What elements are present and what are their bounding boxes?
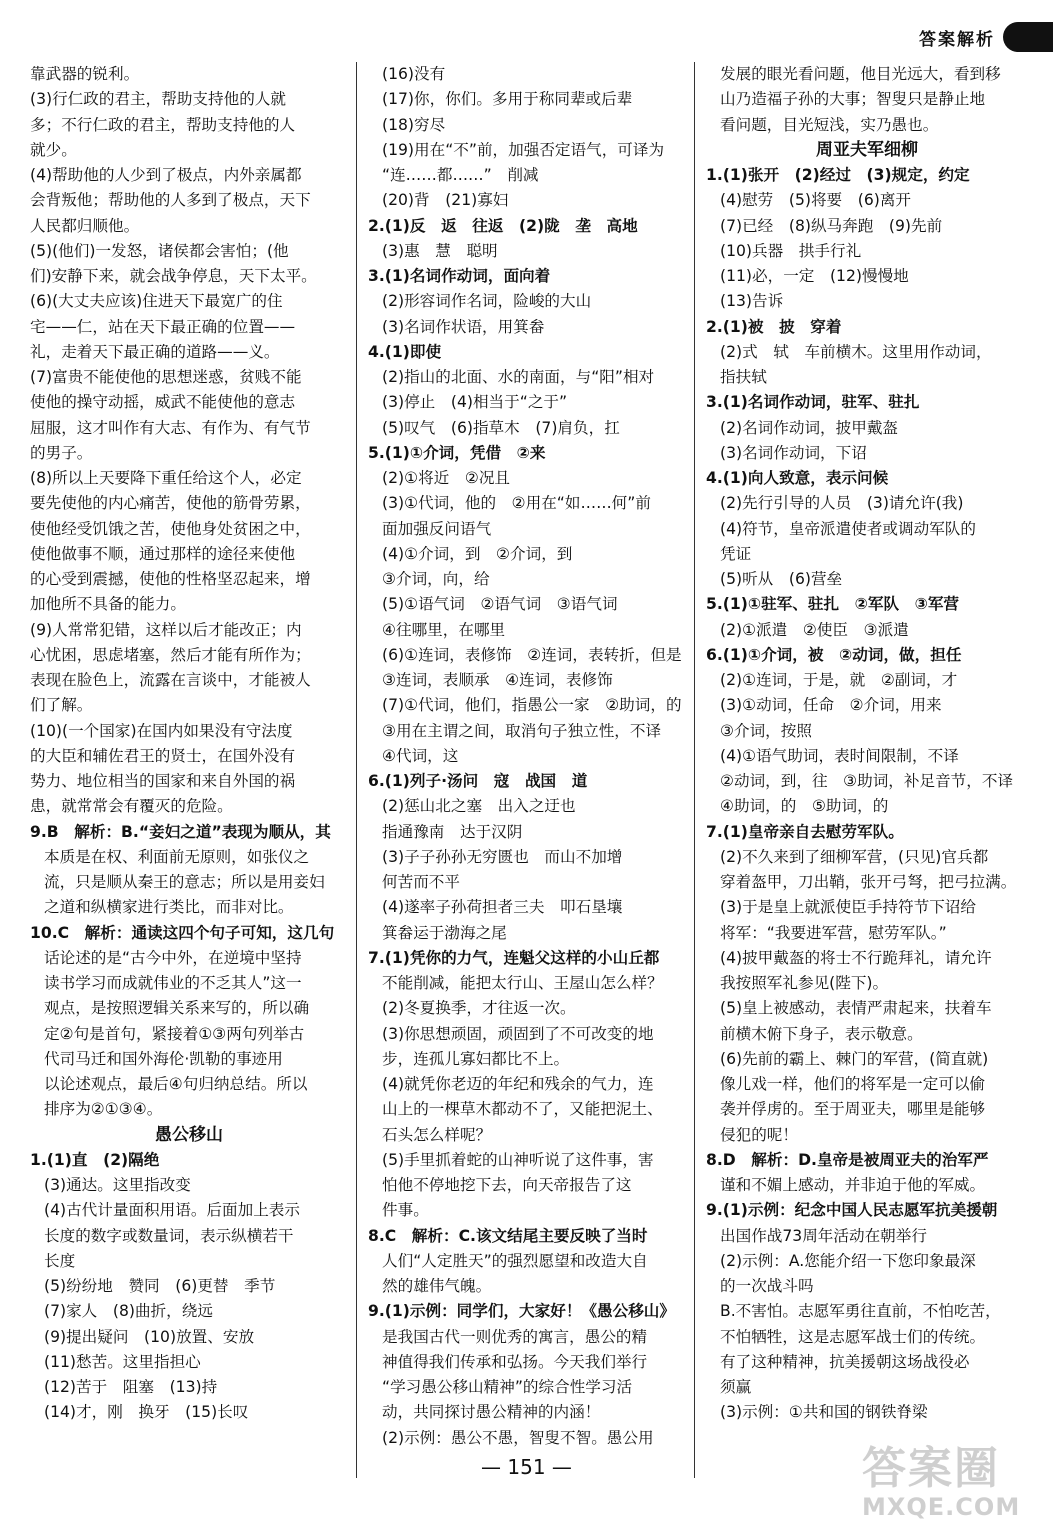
answer-line: (3)①代词，他的 ②用在“如……何”前 <box>382 494 651 513</box>
answer-column-right <box>706 62 1028 1426</box>
answer-line: 5.(1)①驻军、驻扎 ②军队 ③军营 <box>706 595 960 614</box>
answer-line: ②动词，到，往 ③助词，补足音节，不译 <box>720 772 1014 790</box>
answer-line: 2.(1)被 披 穿着 <box>706 317 842 336</box>
answer-line: 山上的一棵草木都动不了，又能把泥土、 <box>382 1100 663 1119</box>
answer-column-left <box>30 62 348 1426</box>
answer-line: (3)名词作状语，用箕畚 <box>382 317 545 336</box>
answer-line: (13)告诉 <box>720 292 784 311</box>
answer-line: 话论述的是“古今中外，在逆境中坚持 <box>44 948 302 967</box>
answer-line: 指通豫南 达于汉阴 <box>382 822 523 841</box>
answer-line: 表现在脸色上，流露在言谈中，才能被人 <box>30 671 311 689</box>
answer-line: 前横木俯下身子，表示敬意。 <box>720 1024 923 1043</box>
answer-line: 神值得我们传承和弘扬。今天我们举行 <box>382 1352 648 1371</box>
answer-line: (3)停止 (4)相当于“之于” <box>382 393 568 412</box>
watermark-logo <box>862 1445 1040 1529</box>
header-black-tab <box>1003 22 1053 52</box>
answer-line: 8.C 解析：C.该文结尾主要反映了当时 <box>368 1226 648 1245</box>
answer-line: 侵犯的呢！ <box>720 1125 798 1144</box>
answer-line: 石头怎么样呢？ <box>382 1125 492 1144</box>
answer-line: 然的雄伟气魄。 <box>382 1277 492 1295</box>
answer-line: 靠武器的锐利。 <box>30 65 140 83</box>
answer-line: (11)必，一定 (12)慢慢地 <box>720 267 909 285</box>
answer-line: (3)于是皇上就派使臣手持符节下诏给 <box>720 898 976 917</box>
answer-line: 长度 <box>44 1251 76 1270</box>
answer-line: 1.(1)直 (2)隔绝 <box>30 1150 160 1169</box>
answer-line: 看问题，目光短浅，实乃愚也。 <box>720 115 939 134</box>
column-divider <box>694 62 695 1478</box>
answer-line: ③介词，向，给 <box>382 570 490 588</box>
answer-line: 不能削减，能把太行山、王屋山怎么样？ <box>382 974 663 992</box>
answer-line: (2)不久来到了细柳军营，(只见)官兵都 <box>720 847 989 866</box>
answer-line: 1.(1)张开 (2)经过 (3)规定，约定 <box>706 166 970 184</box>
answer-line: (2)①将近 ②况且 <box>382 469 511 487</box>
answer-line: 4.(1)向人致意，表示问候 <box>706 469 889 487</box>
answer-line: (2)示例：愚公不愚，智叟不智。愚公用 <box>382 1428 654 1447</box>
answer-line: “连……都……” 削减 <box>382 166 539 184</box>
answer-line: ③连词，表顺承 ④连词，表修饰 <box>382 671 613 689</box>
answer-line: ④助词，的 ⑤助词，的 <box>720 797 889 816</box>
answer-line: (4)①介词，到 ②介词，到 <box>382 544 573 563</box>
answer-line: 的心受到震撼，使他的性格坚忍起来，增 <box>30 570 311 588</box>
answer-line: 袭并俘虏的。至于周亚夫，哪里是能够 <box>720 1100 986 1119</box>
answer-line: (19)用在“不”前，加强否定语气，可译为 <box>382 140 665 159</box>
answer-line: 面加强反问语气 <box>382 519 492 538</box>
answer-line: (8)所以上天要降下重任给这个人，必定 <box>30 469 302 487</box>
answer-line: (12)苦于 阻塞 (13)持 <box>44 1378 218 1396</box>
answer-line: 势力、地位相当的国家和来自外国的祸 <box>30 772 296 790</box>
answer-line: (2)①派遣 ②使臣 ③派遣 <box>720 620 909 639</box>
answer-line: (3)通达。这里指改变 <box>44 1176 191 1194</box>
answer-line: (4)①语气助词，表时间限制，不译 <box>720 746 959 765</box>
section-title: 愚公移山 <box>155 1124 223 1145</box>
answer-line: 6.(1)①介词，被 ②动词，做，担任 <box>706 645 962 664</box>
answer-line: (6)先前的霸上、棘门的军营，(简直就) <box>720 1049 989 1068</box>
answer-line: (4)古代计量面积用语。后面加上表示 <box>44 1201 300 1220</box>
answer-line: 4.(1)即使 <box>368 342 442 361</box>
answer-column-middle <box>368 62 688 1451</box>
answer-line: (3)子子孙孙无穷匮也 而山不加增 <box>382 847 623 866</box>
answer-line: 穿着盔甲，刀出鞘，张开弓弩，把弓拉满。 <box>720 873 1017 891</box>
answer-line: ③介词，按照 <box>720 721 812 740</box>
answer-line: 动，共同探讨愚公精神的内涵！ <box>382 1403 601 1422</box>
answer-line: (5)手里抓着蛇的山神听说了这件事，害 <box>382 1150 654 1169</box>
answer-line: 凭证 <box>720 544 752 563</box>
answer-line: (5)皇上被感动，表情严肃起来，扶着车 <box>720 999 992 1018</box>
section-header-tab <box>919 22 1053 52</box>
answer-line: 定②句是首句，紧接着①③两句列举古 <box>44 1024 305 1043</box>
answer-line: (5)(他们)一发怒，诸侯都会害怕；(他 <box>30 241 289 260</box>
answer-line: 们)安静下来，就会战争停息，天下太平。 <box>30 267 317 285</box>
answer-line: (14)才，刚 换牙 (15)长叹 <box>44 1403 249 1422</box>
header-label: 答案解析 <box>919 29 995 50</box>
answer-line: 须赢 <box>720 1378 752 1396</box>
answer-line: (3)示例：①共和国的钢铁脊梁 <box>720 1403 928 1422</box>
answer-line: 的大臣和辅佐君王的贤士，在国外没有 <box>30 746 296 765</box>
answer-line: 屈服，这才叫作有大志、有作为、有气节 <box>30 418 311 437</box>
answer-line: (2)先行引导的人员 (3)请允许(我) <box>720 494 964 513</box>
answer-line: 有了这种精神，抗美援朝这场战役必 <box>720 1352 970 1371</box>
answer-line: 9.B 解析：B.“妾妇之道”表现为顺从，其 <box>30 822 331 841</box>
answer-line: 像儿戏一样，他们的将军是一定可以偷 <box>720 1075 986 1093</box>
answer-line: 出国作战73周年活动在朝举行 <box>720 1226 927 1245</box>
answer-line: 排序为②①③④。 <box>44 1100 163 1119</box>
watermark-title: 答案圈 <box>862 1443 1000 1494</box>
answer-line: (9)提出疑问 (10)放置、安放 <box>44 1327 255 1346</box>
answer-line: (16)没有 <box>382 65 446 83</box>
answer-line: 步，连孤儿寡妇都比不上。 <box>382 1049 570 1068</box>
answer-line: (7)①代词，他们，指愚公一家 ②助词，的 <box>382 696 682 715</box>
answer-line: (20)背 (21)寡妇 <box>382 191 509 210</box>
answer-line: 会背叛他；帮助他的人多到了极点，天下 <box>30 191 311 210</box>
answer-line: (2)冬夏换季，才往返一次。 <box>382 999 576 1018</box>
answer-line: 礼，走着天下最正确的道路——义。 <box>30 342 280 361</box>
answer-line: 们了解。 <box>30 696 93 715</box>
answer-line: 3.(1)名词作动词，面向着 <box>368 267 551 285</box>
page-number: — 151 — <box>481 1455 572 1479</box>
answer-line: 指扶轼 <box>720 368 767 386</box>
answer-line: 2.(1)反 返 往返 (2)陇 垄 高地 <box>368 216 638 235</box>
answer-line: (3)行仁政的君主，帮助支持他的人就 <box>30 90 286 109</box>
answer-line: (10)(一个国家)在国内如果没有守法度 <box>30 721 293 740</box>
answer-line: ④往哪里，在哪里 <box>382 620 506 639</box>
answer-line: 5.(1)①介词，凭借 ②来 <box>368 443 546 462</box>
answer-line: 10.C 解析：通读这四个句子可知，这几句 <box>30 923 335 942</box>
answer-line: (2)式 轼 车前横木。这里用作动词， <box>720 342 992 361</box>
answer-line: 心忧困，思虑堵塞，然后才能有所作为； <box>30 645 311 664</box>
answer-line: (3)惠 慧 聪明 <box>382 241 498 260</box>
answer-line: 我按照军礼参见(陛下)。 <box>720 974 889 992</box>
answer-line: 加他所不具备的能力。 <box>30 595 186 614</box>
answer-line: 谨和不媚上感动，并非迫于他的军威。 <box>720 1176 986 1194</box>
answer-line: (18)穷尽 <box>382 115 446 134</box>
answer-line: 读书学习而成就伟业的不乏其人”这一 <box>44 974 302 992</box>
answer-line: (2)①连词，于是，就 ②副词，才 <box>720 671 958 689</box>
answer-line: 代司马迁和国外海伦·凯勒的事迹用 <box>44 1049 283 1068</box>
answer-line: (2)惩山北之塞 出入之迂也 <box>382 797 576 816</box>
answer-line: (2)名词作动词，披甲戴盔 <box>720 418 899 437</box>
section-title: 周亚夫军细柳 <box>816 139 918 160</box>
answer-line: 要先使他的内心痛苦，使他的筋骨劳累， <box>30 494 311 513</box>
answer-line: (2)形容词作名词，险峻的大山 <box>382 292 592 311</box>
column-divider <box>356 62 357 1478</box>
answer-line: (3)名词作动词，下诏 <box>720 443 867 462</box>
answer-line: 不怕牺牲，这是志愿军战士们的传统。 <box>720 1327 986 1346</box>
answer-line: 将军：“我要进军营，慰劳军队。” <box>720 923 947 942</box>
answer-line: (4)披甲戴盔的将士不行跪拜礼，请允许 <box>720 948 992 967</box>
answer-line: (2)示例：A.您能介绍一下您印象最深 <box>720 1251 976 1270</box>
answer-line: 本质是在权、利面前无原则，如张仪之 <box>44 847 310 866</box>
answer-line: 7.(1)凭你的力气，连魁父这样的小山丘都 <box>368 948 660 967</box>
answer-line: 件事。 <box>382 1201 429 1220</box>
answer-line: 的男子。 <box>30 443 93 462</box>
answer-line: 3.(1)名词作动词，驻军、驻扎 <box>706 393 920 412</box>
answer-line: 宅——仁，站在天下最正确的位置—— <box>30 317 296 336</box>
answer-line: 箕畚运于渤海之尾 <box>382 923 507 942</box>
answer-line: 以论述观点，最后④句归纳总结。所以 <box>44 1075 308 1093</box>
answer-line: 山乃造福子孙的大事；智叟只是静止地 <box>720 90 986 109</box>
answer-line: (5)叹气 (6)指草木 (7)肩负，扛 <box>382 418 620 437</box>
answer-line: (3)①动词，任命 ②介词，用来 <box>720 696 942 715</box>
answer-line: 9.(1)示例：同学们，大家好！《愚公移山》 <box>368 1302 675 1321</box>
answer-line: “学习愚公移山精神”的综合性学习活 <box>382 1378 633 1396</box>
answer-line: (4)符节，皇帝派遣使者或调动军队的 <box>720 519 976 538</box>
answer-line: 怕他不停地挖下去，向天帝报告了这 <box>382 1176 632 1194</box>
answer-line: (3)你思想顽固，顽固到了不可改变的地 <box>382 1024 654 1043</box>
answer-line: 发展的眼光看问题，他目光远大，看到移 <box>720 65 1001 83</box>
answer-line: (17)你，你们。多用于称同辈或后辈 <box>382 90 633 109</box>
answer-line: (7)已经 (8)纵马奔跑 (9)先前 <box>720 216 943 235</box>
answer-line: 观点，是按照逻辑关系来写的，所以确 <box>44 999 310 1018</box>
answer-line: (5)①语气词 ②语气词 ③语气词 <box>382 595 618 614</box>
answer-line: 就少。 <box>30 140 77 159</box>
answer-line: (4)遂率子孙荷担者三夫 叩石垦壤 <box>382 898 623 917</box>
answer-line: 是我国古代一则优秀的寓言，愚公的精 <box>382 1327 648 1346</box>
answer-line: ④代词，这 <box>382 746 459 765</box>
answer-line: 患，就常常会有覆灭的危险。 <box>30 797 233 816</box>
answer-line: (5)纷纷地 赞同 (6)更替 季节 <box>44 1277 276 1295</box>
answer-line: (6)①连词，表修饰 ②连词，表转折，但是 <box>382 645 682 664</box>
answer-line: 8.D 解析：D.皇帝是被周亚夫的治军严 <box>706 1150 989 1169</box>
answer-line: 7.(1)皇帝亲自去慰劳军队。 <box>706 822 904 841</box>
answer-line: (6)(大丈夫应该)住进天下最宽广的住 <box>30 292 283 311</box>
answer-line: (4)慰劳 (5)将要 (6)离开 <box>720 191 912 210</box>
answer-line: 长度的数字或数量词，表示纵横若干 <box>44 1226 294 1245</box>
answer-line: B.不害怕。志愿军勇往直前，不怕吃苦， <box>720 1302 1001 1321</box>
answer-line: (7)富贵不能使他的思想迷惑，贫贱不能 <box>30 368 302 386</box>
answer-line: (4)就凭你老迈的年纪和残余的气力，连 <box>382 1075 654 1093</box>
answer-line: 使他做事不顺，通过那样的途径来使他 <box>30 544 296 563</box>
answer-line: 人民都归顺他。 <box>30 216 140 235</box>
answer-line: 流，只是顺从秦王的意志；所以是用妾妇 <box>44 873 325 891</box>
answer-line: 之道和纵横家进行类比，而非对比。 <box>44 898 294 917</box>
watermark-url: MXQE.COM <box>862 1493 1021 1521</box>
answer-line: (11)愁苦。这里指担心 <box>44 1352 201 1371</box>
answer-line: (2)指山的北面、水的南面，与“阳”相对 <box>382 368 655 386</box>
answer-line: (10)兵器 拱手行礼 <box>720 241 862 260</box>
answer-line: (5)听从 (6)营垒 <box>720 570 843 588</box>
answer-line: 多；不行仁政的君主，帮助支持他的人 <box>30 115 296 134</box>
answer-line: (4)帮助他的人少到了极点，内外亲属都 <box>30 166 302 184</box>
answer-line: ③用在主谓之间，取消句子独立性，不译 <box>382 721 662 740</box>
answer-line: (7)家人 (8)曲折，绕远 <box>44 1302 213 1321</box>
answer-line: 何苦而不平 <box>382 873 460 891</box>
answer-line: 9.(1)示例：纪念中国人民志愿军抗美援朝 <box>706 1201 998 1220</box>
answer-line: (9)人常常犯错，这样以后才能改正；内 <box>30 620 302 639</box>
answer-line: 使他的操守动摇，威武不能使他的意志 <box>30 393 296 412</box>
answer-line: 的一次战斗吗 <box>720 1277 814 1295</box>
answer-line: 人们“人定胜天”的强烈愿望和改造大自 <box>382 1251 648 1270</box>
answer-line: 使他经受饥饿之苦，使他身处贫困之中， <box>30 519 311 538</box>
answer-line: 6.(1)列子·汤问 寇 战国 道 <box>368 772 588 790</box>
